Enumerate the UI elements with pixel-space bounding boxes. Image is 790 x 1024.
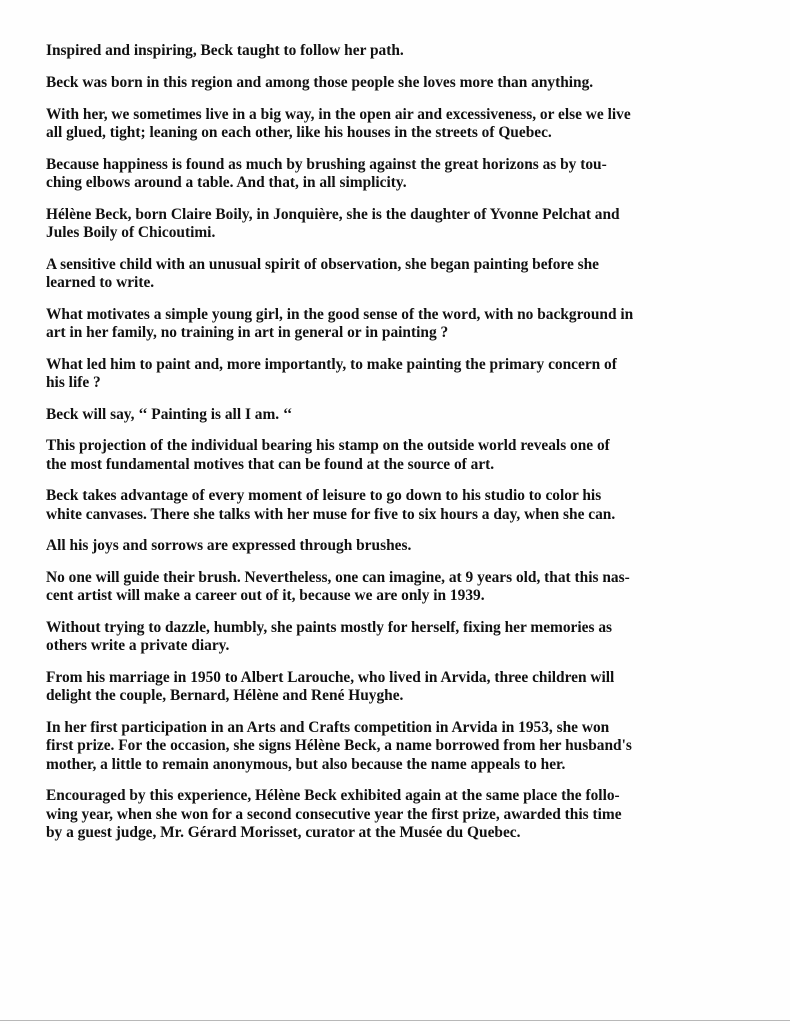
paragraph: Because happiness is found as much by brushing against the great horizons as by tou- ching elbows around a table. And that, in all simplicity. [46,155,607,191]
paragraph: Beck takes advantage of every moment of leisure to go down to his studio to color his white canvases. There she talks with her muse for five to six hours a day, when she can. [46,487,616,523]
paragraph: All his joys and sorrows are expressed through brushes. [46,537,412,555]
paragraph: With her, we sometimes live in a big way, in the open air and excessiveness, or else we live all glued, tight; leaning on each other, like his houses in the streets of Quebec. [46,105,631,141]
paragraph: Beck was born in this region and among those people she loves more than anything. [46,73,594,91]
paragraph: From his marriage in 1950 to Albert Larouche, who lived in Arvida, three children will delight the couple, Bernard, Hélène and René Huyghe. [46,669,615,705]
document-body [46,42,746,856]
paragraph: A sensitive child with an unusual spirit of observation, she began painting before she learned to write. [46,255,600,291]
paragraph: Inspired and inspiring, Beck taught to follow her path. [46,42,404,59]
paragraph: Hélène Beck, born Claire Boily, in Jonquière, she is the daughter of Yvonne Pelchat and Jules Boily of Chicoutimi. [46,205,620,241]
paragraph: Without trying to dazzle, humbly, she paints mostly for herself, fixing her memories as others write a private diary. [46,619,613,655]
paragraph: This projection of the individual bearing his stamp on the outside world reveals one of the most fundamental motives that can be found at the source of art. [46,437,610,473]
paragraph: No one will guide their brush. Nevertheless, one can imagine, at 9 years old, that this nas- cent artist will make a career out of it, because we are only in 1939. [46,569,630,605]
paragraph: What motivates a simple young girl, in the good sense of the word, with no background in art in her family, no training in art in general or in painting ? [46,305,634,341]
paragraph: In her first participation in an Arts and Crafts competition in Arvida in 1953, she won first prize. For the occasion, she signs Hélène Beck, a name borrowed from her husband's mother, a little to remain anonymous, but also because the name appeals to her. [46,719,632,773]
paragraph: Beck will say, ‘‘ Painting is all I am. ‘‘ [46,405,293,423]
page-bottom-divider [0,1020,790,1021]
paragraph: What led him to paint and, more importantly, to make painting the primary concern of his life ? [46,355,617,391]
paragraph: Encouraged by this experience, Hélène Beck exhibited again at the same place the follo- wing year, when she won for a second consecutive year the first prize, awarded this time by a guest judge, Mr. Gérard Morisset, curator at the Musée du Quebec. [46,787,622,841]
